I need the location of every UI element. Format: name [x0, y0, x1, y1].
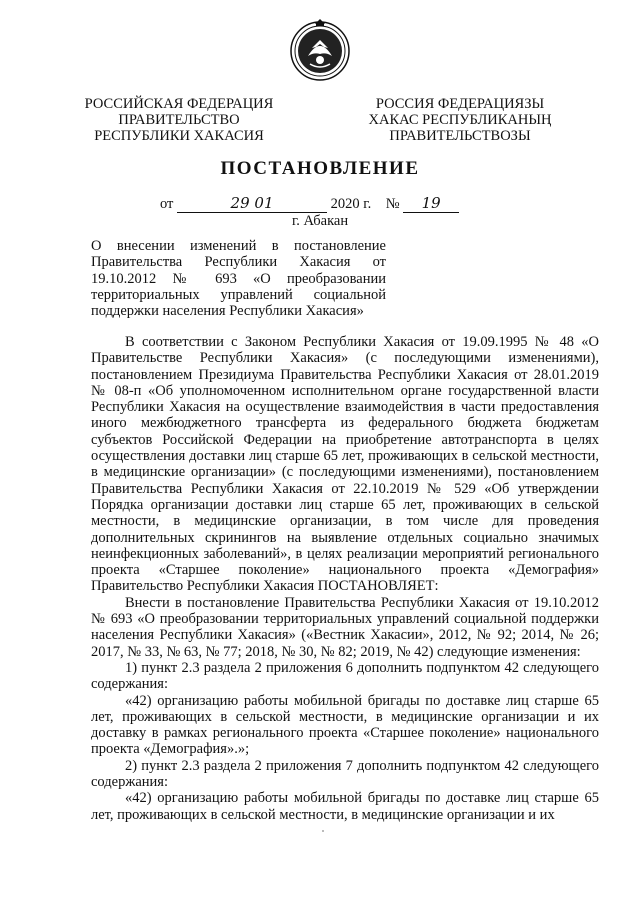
- header-right: [360, 96, 560, 144]
- paragraph-amendment-intro: Внести в постановление Правительства Республики Хакасия от 19.10.2012 № 693 «О преобразовании территориальных управлений социальной поддержки населения Республики Хакасия» («Вестник Хакасии», 2012, № 92; 2014, № 26; 2017, № 33, № 63, № 77; 2018, № 30, № 82; 2019, № 42) следующие изменения:: [91, 594, 599, 660]
- paragraph-item-2-text: «42) организацию работы мобильной бригады по доставке лиц старше 65 лет, проживающих в сельской местности, в медицинские организации и их: [91, 790, 599, 823]
- date-handwritten: 29 01: [177, 197, 327, 213]
- document-body: [91, 334, 599, 823]
- paragraph-item-1-text: «42) организацию работы мобильной бригады по доставке лиц старше 65 лет, проживающих в сельской местности, в медицинские организации и их доставку в рамках регионального проекта «Старшее поколение» национального проекта «Демография».»;: [91, 692, 599, 758]
- paragraph-item-1: 1) пункт 2.3 раздела 2 приложения 6 дополнить подпунктом 42 следующего содержания:: [91, 659, 599, 693]
- header-left-line-3: РЕСПУБЛИКИ ХАКАСИЯ: [94, 128, 264, 144]
- header-right-line-1: РОССИЯ ФЕДЕРАЦИЯЗЫ: [375, 96, 545, 112]
- date-year: 2020 г.: [330, 196, 372, 212]
- header-left-line-1: РОССИЙСКАЯ ФЕДЕРАЦИЯ: [84, 96, 274, 112]
- emblem-coat-of-arms: [288, 18, 352, 82]
- date-number-line: [160, 196, 459, 213]
- header-right-line-3: ПРАВИТЕЛЬСТВОЗЫ: [389, 128, 531, 144]
- header-right-line-2: ХАКАС РЕСПУБЛИКАНЫҢ: [368, 112, 552, 128]
- header-left-line-2: ПРАВИТЕЛЬСТВО: [118, 112, 240, 128]
- page-dot: [322, 830, 324, 832]
- document-title: ПОСТАНОВЛЕНИЕ: [220, 158, 420, 179]
- paragraph-item-2: 2) пункт 2.3 раздела 2 приложения 7 дополнить подпунктом 42 следующего содержания:: [91, 757, 599, 791]
- city: г. Абакан: [292, 213, 349, 229]
- number-handwritten: 19: [403, 197, 459, 213]
- header-left: [84, 96, 274, 144]
- subject-block: О внесении изменений в постановление Правительства Республики Хакасия от 19.10.2012 № 693 «О преобразовании территориальных управлений социальной поддержки населения Республики Хакасия»: [91, 238, 386, 320]
- paragraph-preamble: В соответствии с Законом Республики Хакасия от 19.09.1995 № 48 «О Правительстве Республики Хакасия» (с последующими изменениями), постановлением Президиума Правительства Республики Хакасия от 28.01.2019 № 08-п «Об уполномоченном исполнительном органе государственной власти Республики Хакасия на осуществление взаимодействия в части предоставления иного межбюджетного трансферта из федерального бюджета бюджетам субъектов Российской Федерации на приобретение автотранспорта в целях осуществления доставки лиц старше 65 лет, проживающих в сельской местности, в медицинские организации» (с последующими изменениями), постановлением Правительства Республики Хакасия от 22.10.2019 № 529 «Об утверждении Порядка организации доставки лиц старше 65 лет, проживающих в сельской местности, в медицинские организации, в том числе для проведения дополнительных скринингов на выявление отдельных социально значимых неинфекционных заболеваний», в целях реализации мероприятий регионального проекта «Старшее поколение» национального проекта «Демография» Правительство Республики Хакасия ПОСТАНОВЛЯЕТ:: [91, 334, 599, 595]
- date-prefix: от: [160, 196, 174, 212]
- number-sign: №: [385, 196, 400, 212]
